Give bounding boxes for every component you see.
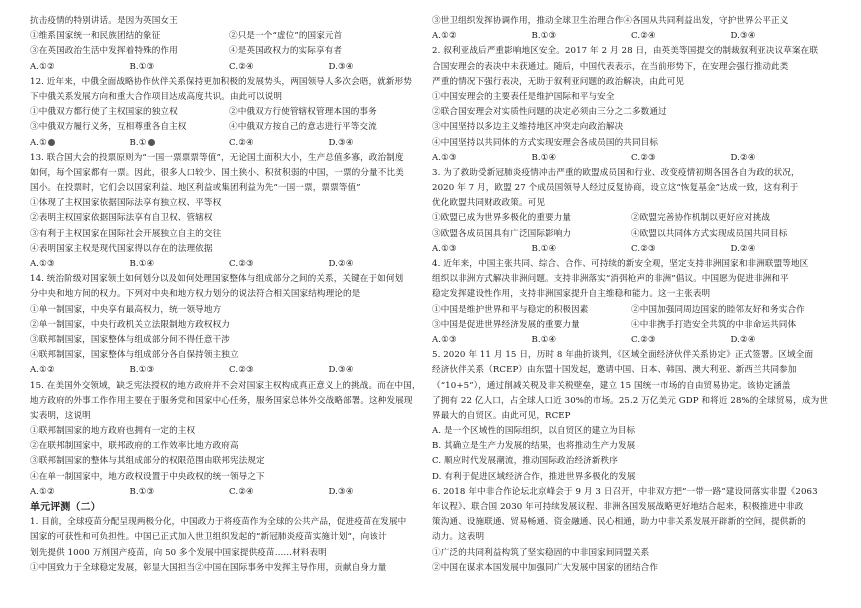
- text-line: ②在联邦制国家中，联邦政府的工作效率比地方政府高: [30, 441, 239, 452]
- option-item: ①中国是维护世界和平与稳定的积极因素: [432, 304, 589, 315]
- text-line: ④在单一制国家中，地方政权设置于中央政权的统一领导之下: [30, 471, 265, 482]
- option-item: ①欧盟已成为世界多极化的重要力量: [432, 213, 572, 224]
- filled-circle-icon: [48, 139, 55, 146]
- answer-choice-text: B.①④: [129, 259, 155, 269]
- answer-choice: [532, 333, 632, 348]
- right-column: [432, 14, 830, 576]
- answer-choice: [130, 257, 230, 272]
- text-line: 14. 统治阶级对国家领土如何划分以及如何处理国家整体与组成部分之间的关系，关键在于如何划: [30, 274, 404, 285]
- answer-choice-text: B.①④: [531, 243, 557, 254]
- text-line: 合国安理会的表决中未获通过。随后，中国代表表示，在当前形势下，在安理会强行推动此类: [432, 61, 789, 72]
- text-line: 优化欧盟共同财政政策。可见: [432, 198, 546, 209]
- answer-choice-text: C.②③: [631, 334, 656, 345]
- option-row: [432, 318, 830, 333]
- answer-choice: [432, 29, 532, 44]
- answer-choice: [631, 333, 731, 348]
- answer-choice: [229, 363, 329, 378]
- answer-choice-text: C.②④: [229, 486, 254, 497]
- answer-choice-text: C.②③: [631, 152, 656, 163]
- option-item: ②欧盟完善协作机制以更好应对挑战: [631, 213, 771, 224]
- text-line: 1. 目前，全球疫苗分配呈现两极分化，中国政力于将疫苗作为全球的公共产品，促进疫苗在发展中: [30, 517, 407, 528]
- text-line: ①中国安理会的主要表任是维护国际和平与安全: [432, 91, 615, 102]
- answer-choice: [30, 257, 130, 272]
- answer-choice: [631, 242, 731, 257]
- text-line: ④表明国家主权是现代国家得以存在的法理依据: [30, 243, 213, 254]
- text-line: 稳定发挥建设性作用，支持非洲国家提升自主维稳和能力。这一主张表明: [432, 289, 711, 300]
- answer-choice-text: C.②④: [229, 61, 254, 72]
- answer-choice-text: D.③④: [328, 61, 354, 72]
- answer-choice: [329, 136, 429, 151]
- text-line: ①单一制国家，中央享有最高权力，统一领导地方: [30, 304, 222, 315]
- text-line: 实表明，这说明: [30, 410, 91, 421]
- option-row: [432, 303, 830, 318]
- answer-choices: [30, 60, 428, 75]
- answer-choice-text: A.①③: [30, 259, 55, 269]
- answer-choice: [229, 485, 329, 500]
- option-item: ②只是一个“虚位”的国家元首: [229, 31, 343, 42]
- answer-choice-text: D.②④: [730, 152, 756, 163]
- option-row: [30, 120, 428, 135]
- text-line: ④中国坚持以共同体的方式实现安理会各成员国的共同目标: [432, 137, 659, 148]
- option-row: [30, 29, 428, 44]
- filled-circle-icon: [148, 139, 155, 146]
- option-item: ①维系国家统一和民族团结的象征: [30, 31, 161, 42]
- option-row: [30, 44, 428, 59]
- answer-choice-text: A.①②: [30, 61, 55, 72]
- text-line: 国家的可获性和可负担性。中国已正式加入世卫组织发起的“新冠肺炎疫苗实施计划”，向该计: [30, 532, 387, 543]
- answer-choices: [30, 136, 428, 151]
- answer-choice-text: A.①②: [432, 31, 457, 42]
- answer-choice: [432, 151, 532, 166]
- text-line: 划先提供 1000 万剂国产疫苗，向 50 多个发展中国家提供疫苗……材料表明: [30, 547, 327, 558]
- text-line: ③联邦制国家，国家整体与组成部分间不得任意干涉: [30, 334, 230, 345]
- answer-choice: [631, 151, 731, 166]
- answer-choice-text: D.②④: [328, 259, 354, 269]
- text-line: 4. 近年来，中国主张共同、综合、合作、可持续的新安全观，坚定支持非洲国家和非洲联盟等地区: [432, 259, 809, 269]
- answer-choice-text: A.①②: [30, 486, 55, 497]
- text-line: 年议程》、联合国 2030 年可持续发展议程、非洲各国发展战略更好地结合起来，积极推进中非政: [432, 502, 804, 512]
- text-line: ①联邦制国家的地方政府也拥有一定的主权: [30, 426, 196, 437]
- text-line: B. 其确立是生产力发展的结果，也将推动生产力发展: [432, 441, 636, 452]
- answer-choice: [329, 363, 429, 378]
- answer-choices: [432, 242, 830, 257]
- option-row: [30, 105, 428, 120]
- text-line: 6. 2018 年中非合作论坛北京峰会于 9 月 3 日召开，中非双方把“一带一路”建设同落实非盟《2063: [432, 486, 818, 497]
- text-line: ②单一制国家，中央行政机关立法限制地方政权权力: [30, 319, 230, 330]
- answer-choice: [731, 333, 831, 348]
- answer-choice: [731, 29, 831, 44]
- text-line: 了拥有 22 亿人口，占全球人口近 30%的市场。25.2 万亿美元 GDP 和将近 28%的全球贸易，成为世: [432, 395, 829, 406]
- answer-choice: [731, 242, 831, 257]
- answer-choice: [532, 29, 632, 44]
- answer-choice-text: B.①③: [129, 365, 155, 376]
- option-row: [432, 211, 830, 226]
- answer-choice: [130, 485, 230, 500]
- option-item: ②中俄双方行使管辖权管理本国的事务: [229, 107, 377, 118]
- text-line: （“10+5”），通过削减关税及非关税壁垒，建立 15 国统一市场的自由贸易协定。该协定涵盖: [432, 380, 791, 391]
- text-line: 经济伙伴关系（RCEP）由东盟十国发起，邀请中国、日本、韩国、澳大利亚、新西兰共同参加: [432, 365, 797, 376]
- answer-choice: [329, 257, 429, 272]
- text-line: ③有利于主权国家在国际社会开展独立自主的交往: [30, 228, 222, 239]
- text-line: ②表明主权国家依据国际法享有自卫权、管辖权: [30, 213, 213, 224]
- answer-choice: [30, 485, 130, 500]
- text-line: 3. 为了救助受新冠肺炎疫情冲击严重的欧盟成员国和行业、改变疫情初期各国各自为政的状况，: [432, 167, 800, 178]
- answer-choice-text: A.①②: [30, 365, 55, 376]
- answer-choices: [432, 29, 830, 44]
- answer-choice-text: A.①③: [432, 152, 457, 163]
- text-line: A. 是一个区域性的国际组织，以自贸区的建立为目标: [432, 426, 636, 437]
- answer-choice: [30, 363, 130, 378]
- answer-choices: [30, 363, 428, 378]
- text-line: ②联合国安理会对实质性问题的决定必须由三分之二多数通过: [432, 107, 667, 118]
- answer-choice: [30, 60, 130, 75]
- text-line: 分中央和地方间的权力。下列对中央和地方权力划分的说法符合相关国家结构理论的是: [30, 289, 361, 300]
- answer-choice-text: B.①③: [129, 61, 155, 72]
- answer-choice-text: B.①④: [531, 152, 557, 163]
- answer-choice: [229, 136, 329, 151]
- text-line: 15. 在美国外交领域，缺乏宪法授权的地方政府并不会对国家主权构成真正意义上的挑战。而在中国，: [30, 380, 421, 391]
- option-item: ④中俄双方按自己的意志进行平等交流: [229, 122, 377, 133]
- left-column: [30, 14, 428, 576]
- answer-choice: [432, 333, 532, 348]
- answer-choice: [731, 151, 831, 166]
- answer-choice-text: C.②④: [631, 31, 656, 42]
- answer-choice: [532, 242, 632, 257]
- answer-choice-text: C.②④: [229, 137, 254, 148]
- answer-choice-text: A.①③: [432, 334, 457, 345]
- text-line: 2020 年 7 月，欧盟 27 个成员国领导人经过反复协商，设立这“恢复基金”达成一致，这有利于: [432, 183, 799, 194]
- answer-choice: [130, 60, 230, 75]
- answer-choice-text: D.②④: [730, 243, 756, 254]
- text-line: 13. 联合国大会的投票原则为“一国一票票票等值”，无论国土面积大小，生产总值多寡，政治制度: [30, 152, 404, 163]
- text-line: ③中国坚持以多边主义维持地区冲突走向政治解决: [432, 122, 624, 133]
- answer-choice: [329, 485, 429, 500]
- text-line: 抗击疫情的特别讲话。是因为英国女王: [30, 16, 178, 26]
- option-row: [432, 227, 830, 242]
- text-line: 如何，每个国家都有一票。因此，很多人口较少、国土狭小、积贫积弱的中国，一票的分量不比美: [30, 167, 404, 178]
- option-item: ④是英国政权力的实际享有者: [229, 46, 343, 57]
- answer-choice-text: D.③④: [328, 365, 354, 376]
- text-line: 12. 近年来，中俄全面战略协作伙伴关系保持更加积极的发展势头，两国领导人多次会晤，就新形势: [30, 76, 412, 87]
- text-line: 动力。这表明: [432, 532, 485, 543]
- option-item: ③欧盟各成员国具有广泛国际影响力: [432, 228, 572, 239]
- answer-choice-text: B.①: [129, 137, 147, 148]
- answer-choice: [329, 60, 429, 75]
- text-line: 2. 叙利亚战后严重影响地区安全。2017 年 2 月 28 日，由英美等国提交的制裁叙利亚决议草案在联: [432, 46, 819, 57]
- answer-choice-text: C.②③: [229, 365, 254, 376]
- answer-choice-text: B.①③: [531, 31, 557, 42]
- answer-choice-text: D.③④: [730, 31, 756, 42]
- text-line: 地方政府的外事工作作用主要在于服务党和国家中心任务，服务国家总体外交战略部署。这种发展现: [30, 395, 413, 406]
- text-line: 5. 2020 年 11 月 15 日，历时 8 年曲折谈判，《区域全面经济伙伴关系协定》正式签署。区域全面: [432, 350, 814, 361]
- text-line: ①体现了主权国家依据国际法享有独立权、平等权: [30, 198, 222, 209]
- text-line: ①广泛的共同利益构筑了坚实稳固的中非国家间同盟关系: [432, 547, 650, 558]
- text-line: 界最大的自贸区。由此可见，RCEP: [432, 410, 571, 421]
- option-item: ③中俄双方履行义务，互相尊重各自主权: [30, 122, 187, 133]
- text-line: 国小。在投票时，它们会以国家利益、地区利益或集团利益为先“一国一票，票票等值”: [30, 183, 361, 194]
- answer-choice: [30, 136, 130, 151]
- answer-choice-text: D.③④: [328, 137, 354, 148]
- answer-choice-text: A.①: [30, 137, 47, 148]
- answer-choices: [432, 151, 830, 166]
- option-item: ②中国加强同周边国家的睦邻友好和务实合作: [631, 304, 805, 315]
- answer-choice: [130, 363, 230, 378]
- text-line: 下中俄关系发展方向和重大合作项目达成高度共识。由此可以说明: [30, 91, 283, 102]
- answer-choice: [532, 151, 632, 166]
- answer-choice-text: D.②④: [730, 334, 756, 345]
- section-title: 单元评测（二）: [30, 502, 101, 513]
- answer-choice: [229, 257, 329, 272]
- text-line: D. 有利于促进区域经济合作，推进世界多极化的发展: [432, 471, 636, 482]
- text-line: ③世卫组织发挥协调作用，推动全球卫生治理合作④各国从共同利益出发，守护世界公平正义: [432, 16, 789, 26]
- answer-choice-text: C.②③: [631, 243, 656, 254]
- text-line: C. 顺应时代发展潮流，推动国际政治经济新秩序: [432, 456, 618, 467]
- answer-choices: [432, 333, 830, 348]
- answer-choice-text: A.①③: [432, 243, 457, 254]
- answer-choice: [631, 29, 731, 44]
- option-item: ①中俄双方都行使了主权国家的独立权: [30, 107, 178, 118]
- text-line: 组织以非洲方式解决非洲问题。支持非洲落实“消弭枪声的非洲”倡议。中国愿为促进非洲和平: [432, 274, 789, 285]
- answer-choice-text: B.①④: [531, 334, 557, 345]
- text-line: ②中国在谋求本国发展中加强同广大发展中国家的团结合作: [432, 562, 659, 573]
- text-line: 策沟通、设施联通、贸易畅通、资金融通、民心相通，助力中非关系发展开辟新的空间，提供新的: [432, 517, 806, 528]
- answer-choice: [432, 242, 532, 257]
- answer-choice-text: D.③④: [328, 486, 354, 497]
- answer-choice-text: C.②③: [229, 259, 254, 269]
- text-line: ④联邦制国家，国家整体与组成部分各自保持领主独立: [30, 350, 239, 361]
- text-line: ③联邦制国家的整体与其组成部分的权限范围由联邦宪法规定: [30, 456, 265, 467]
- answer-choice-text: B.①③: [129, 486, 155, 497]
- text-line: ①中国致力于全球稳定发展，彰显大国担当②中国在国际事务中发挥主导作用，贡献自身力量: [30, 562, 387, 573]
- option-item: ③中国是促进世界经济发展的重要力量: [432, 319, 580, 330]
- answer-choice: [229, 60, 329, 75]
- option-item: ④中非携手打造安全共筑的中非命运共同体: [631, 319, 797, 330]
- text-line: 严重的情况下强行表决，无助于叙利亚问题的政治解决，由此可见: [432, 76, 685, 87]
- option-item: ④欧盟以共同体方式实现成员国共同目标: [631, 228, 788, 239]
- answer-choices: [30, 257, 428, 272]
- option-item: ③在英国政治生活中发挥着特殊的作用: [30, 46, 178, 57]
- answer-choices: [30, 485, 428, 500]
- answer-choice: [130, 136, 230, 151]
